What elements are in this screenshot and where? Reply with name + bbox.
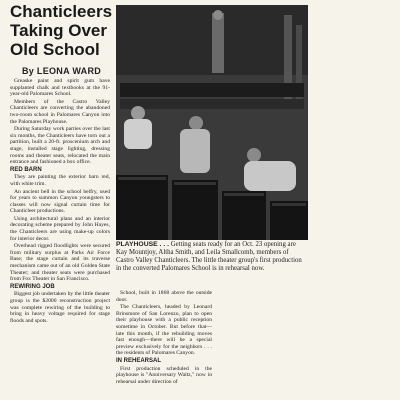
paragraph: The Chanticleers, headed by Leonard Brinsmore of San Lorenzo, plan to open their playhouse with a public reception sometime in October. But before that—late this month, if the rebuilding moves fast enough—there will be a special preview exclusively for the neighbors . . . the residents of Palomares Canyon.	[116, 304, 212, 357]
paragraph: During Saturday work parties over the last six months, the Chanticleers have torn out a partition, built a 20-ft. proscenium arch and stage, installed stage lighting, dressing rooms and theater seats, relocated the main entrance and fashioned a box office.	[10, 126, 110, 166]
paragraph: Using architectural plans and an interior decorating scheme prepared by John Hayes, the Chanticleers are using make-up colors for interior decor.	[10, 215, 110, 242]
paragraph: Biggest job undertaken by the little theater group is the $2000 reconstruction project was complete rewiring of the building to bring in heavy voltage required for stage floods and spots.	[10, 291, 110, 324]
theater-seats-photo	[116, 5, 308, 240]
headline-line-3: Old School	[10, 40, 100, 59]
article-column-middle	[116, 290, 212, 386]
paragraph: Greaske paint and spirit gum have supplanted chalk and textbooks at the 91-year-old Palomares School.	[10, 78, 110, 98]
headline-line-2: Taking Over	[10, 21, 107, 40]
headline-line-1: Chanticleers	[10, 2, 113, 21]
paragraph: School, built in 1868 above the outside door.	[116, 290, 212, 303]
paragraph: They are painting the exterior barn red, with white trim.	[10, 174, 110, 187]
paragraph: An ancient bell in the school belfry, used for years to summon Canyon youngsters to classes will now signal curtain time for Chanticleer productions.	[10, 188, 110, 215]
caption-lead: PLAYHOUSE . . .	[116, 241, 170, 248]
subhead-in-rehearsal: IN REHEARSAL	[116, 357, 162, 364]
paragraph: Overhead rigged floodlights were secured from military surplus at Parks Air Force Base; the stage curtain and its traverse mechanism came out of an old Golden State Theater; and theater seats were purchased from Fox Theater in San Francisco.	[10, 243, 110, 283]
paragraph: First production scheduled in the playhouse is "Anniversary Waltz," now in rehearsal under direction of	[116, 365, 212, 385]
subhead-rewiring-job: REWIRING JOB	[10, 283, 55, 290]
byline: By LEONA WARD	[22, 66, 102, 76]
article-column-left	[10, 78, 110, 325]
headline	[10, 2, 113, 59]
caption-text: Getting seats ready for an Oct. 23 opening are Kay Mountjoy, Altha Smith, and Leila Smallcomb, members of Castro Valley Chanticleers. The little theater group's first production in the converted Palomares School is in rehearsal now.	[116, 241, 302, 272]
photo-caption	[116, 241, 308, 273]
photo-image	[116, 5, 308, 240]
subhead-red-barn: RED BARN	[10, 166, 42, 173]
paragraph: Members of the Castro Valley Chanticleers are converting the abandoned two-room school in Palomares Canyon into the Palomares Playhouse.	[10, 98, 110, 125]
